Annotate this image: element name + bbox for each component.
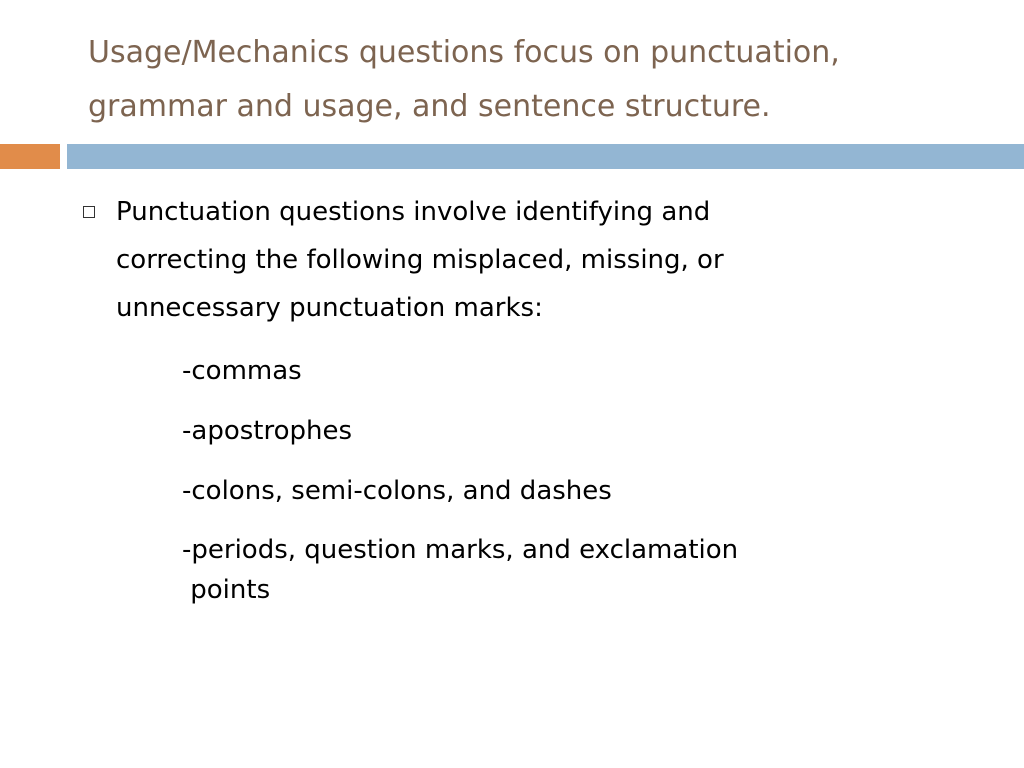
bullet-line-3: unnecessary punctuation marks:	[116, 293, 543, 323]
hollow-square-bullet-icon	[83, 206, 95, 218]
sub-item-periods-line-1: -periods, question marks, and exclamation	[182, 535, 739, 565]
title-line-1: Usage/Mechanics questions focus on punctuation,	[88, 35, 840, 70]
accent-bar-orange	[0, 144, 60, 169]
sub-item-apostrophes: -apostrophes	[182, 416, 353, 446]
bullet-line-1: Punctuation questions involve identifying and	[116, 197, 711, 227]
sub-item-periods	[182, 530, 738, 610]
bullet-paragraph	[116, 188, 916, 332]
accent-bar-blue	[67, 144, 1024, 169]
title-line-2: grammar and usage, and sentence structure.	[88, 89, 771, 124]
sub-item-periods-line-2: points	[182, 575, 271, 605]
bullet-line-2: correcting the following misplaced, missing, or	[116, 245, 724, 275]
sub-item-commas: -commas	[182, 356, 302, 386]
sub-item-colons: -colons, semi-colons, and dashes	[182, 476, 612, 506]
slide-title	[88, 26, 1008, 134]
